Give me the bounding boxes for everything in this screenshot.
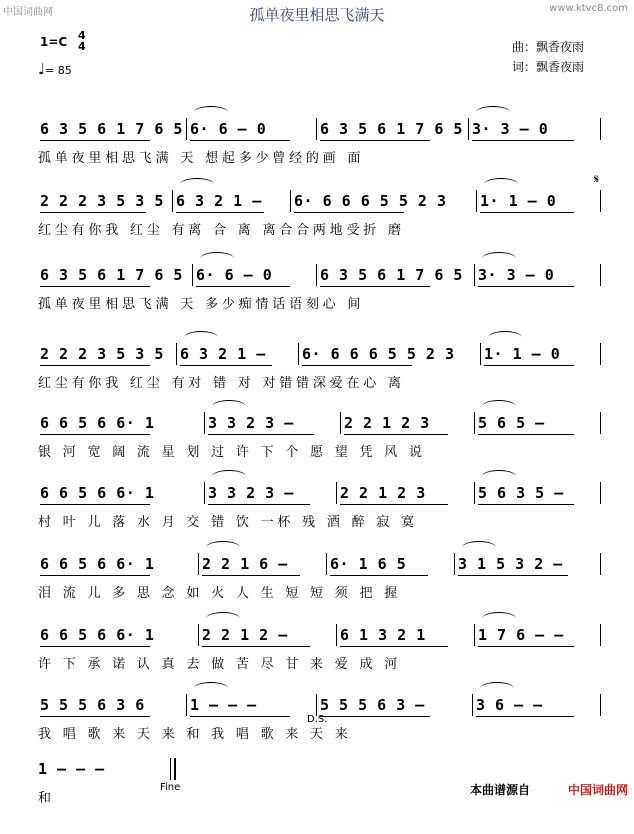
measure-notes: 6 3 2 1 – — [180, 345, 266, 363]
lyric-line: 红尘有你我 红尘 有离 合 离 离合合两地受折 磨 — [38, 223, 405, 238]
measure-notes: 3 3 2 3 – — [208, 484, 294, 502]
barline — [474, 412, 475, 434]
tie-arc — [482, 400, 516, 413]
barline — [600, 190, 601, 212]
measure-notes: 2 2 2 3 5 3 5 — [40, 345, 164, 363]
beam — [40, 365, 150, 366]
measure-notes: 6 3 5 6 1 7 6 5 — [40, 266, 183, 284]
measure-notes: 2 2 1 2 – — [202, 626, 288, 644]
tie-arc — [206, 541, 240, 554]
measure-notes: 6 3 2 1 – — [176, 192, 262, 210]
barline — [290, 190, 291, 212]
beam — [180, 365, 272, 366]
barline — [476, 190, 477, 212]
barline — [204, 482, 205, 504]
barline — [474, 624, 475, 646]
beam — [320, 716, 430, 717]
lyric-line: 孤单夜里相思飞满 天 想起多少曾经的画 面 — [38, 151, 365, 166]
measure-notes: 1· 1 – 0 — [480, 192, 557, 210]
beam — [176, 212, 264, 213]
tie-arc — [484, 178, 518, 191]
site-name: 中国词曲网 — [3, 7, 53, 18]
barline — [316, 694, 317, 716]
barline — [192, 264, 193, 286]
lyric-line: 村 叶 儿 落 水 月 交 错 饮 一杯 残 酒 醉 寂 寞 — [38, 515, 418, 530]
score-system — [0, 696, 634, 770]
barline — [204, 412, 205, 434]
score-system — [0, 626, 634, 700]
final-lyric: 和 — [38, 791, 55, 806]
tie-arc — [462, 541, 496, 554]
barline — [600, 553, 601, 575]
score-system — [0, 555, 634, 629]
measure-notes: 2 2 1 2 3 — [344, 414, 430, 432]
barline — [198, 553, 199, 575]
beam — [40, 140, 150, 141]
measure-notes: 5 5 5 6 3 – — [320, 696, 425, 714]
beam — [40, 716, 150, 717]
barline — [176, 343, 177, 365]
tie-arc — [476, 106, 510, 119]
score-system — [0, 414, 634, 488]
beam — [476, 716, 574, 717]
tie-arc — [194, 682, 228, 695]
barline — [474, 482, 475, 504]
measure-notes: 2 2 1 6 – — [202, 555, 288, 573]
barline — [480, 343, 481, 365]
score-system — [0, 266, 634, 340]
beam — [330, 575, 428, 576]
measure-notes: 3 1 5 3 2 – — [458, 555, 563, 573]
tie-arc — [482, 612, 516, 625]
measure-notes: 6 3 5 6 1 7 6 5 — [320, 266, 463, 284]
barline — [600, 624, 601, 646]
tie-arc — [184, 331, 218, 344]
fine-mark: Fine — [160, 782, 181, 793]
tie-arc — [482, 252, 516, 265]
barline — [474, 264, 475, 286]
lyric-line: 孤单夜里相思飞满 天 多少痴情话语刻心 间 — [38, 297, 365, 312]
final-barline-thick — [174, 758, 176, 780]
barline — [600, 412, 601, 434]
barline — [600, 118, 601, 140]
barline — [600, 694, 601, 716]
measure-notes: 5 5 5 6 3 6 — [40, 696, 145, 714]
barline — [198, 624, 199, 646]
tie-arc — [194, 106, 228, 119]
meter-bottom: 4 — [78, 40, 86, 53]
beam — [478, 646, 574, 647]
barline — [186, 694, 187, 716]
beam — [40, 434, 150, 435]
beam — [320, 286, 430, 287]
footer-logo: 中国词曲网 — [567, 783, 628, 797]
beam — [40, 212, 146, 213]
tie-arc — [200, 252, 234, 265]
beam — [190, 716, 290, 717]
final-system — [0, 760, 634, 834]
lyric-line: 红尘有你我 红尘 有对 错 对 对错错深爱在心 离 — [38, 376, 405, 391]
tie-arc — [206, 612, 240, 625]
tie-arc — [212, 400, 246, 413]
beam — [40, 575, 150, 576]
measure-notes: 6 6 5 6 6· 1 — [40, 484, 155, 502]
barline — [298, 343, 299, 365]
time-signature — [78, 30, 86, 52]
score-system — [0, 120, 634, 194]
measure-notes: 6 6 5 6 6· 1 — [40, 414, 155, 432]
tie-arc — [480, 682, 514, 695]
beam — [478, 504, 574, 505]
beam — [472, 140, 574, 141]
measure-notes: 3· 3 – 0 — [478, 266, 555, 284]
score-title: 孤单夜里相思飞满天 — [249, 6, 385, 24]
measure-notes: 6 1 3 2 1 — [340, 626, 426, 644]
barline — [454, 553, 455, 575]
measure-notes: 6 3 5 6 1 7 6 5 — [320, 120, 463, 138]
tie-arc — [180, 178, 214, 191]
barline — [340, 412, 341, 434]
measure-notes: 6· 6 – 0 — [190, 120, 267, 138]
segno-icon: 𝄋 — [594, 172, 600, 186]
composer-credit: 曲：飘香夜雨 — [512, 40, 585, 54]
lyric-line: 我 唱 歌 来 天 来 和 我 唱 歌 来 天 来 — [38, 727, 352, 742]
measure-notes: 6· 6 6 6 5 5 2 3 — [302, 345, 455, 363]
beam — [40, 646, 150, 647]
beam — [480, 212, 574, 213]
key-signature: 1=C — [40, 35, 68, 49]
measure-notes: 3· 3 – 0 — [472, 120, 549, 138]
measure-notes: 5 6 3 5 – — [478, 484, 564, 502]
beam — [484, 365, 574, 366]
beam — [294, 212, 404, 213]
beam — [190, 140, 290, 141]
barline — [316, 264, 317, 286]
score-system — [0, 345, 634, 419]
barline — [600, 343, 601, 365]
measure-notes: 6 3 5 6 1 7 6 5 — [40, 120, 183, 138]
barline — [172, 190, 173, 212]
measure-notes: 6 6 5 6 6· 1 — [40, 555, 155, 573]
barline — [472, 694, 473, 716]
tempo-mark — [38, 60, 72, 78]
site-url: www.ktvc8.com — [549, 3, 628, 14]
beam — [196, 286, 290, 287]
barline — [336, 624, 337, 646]
measure-notes: 6 6 5 6 6· 1 — [40, 626, 155, 644]
measure-notes: 1 – – – — [190, 696, 257, 714]
ds-mark: D.S. — [307, 714, 328, 725]
beam — [458, 575, 568, 576]
barline — [186, 118, 187, 140]
meter-top: 4 — [78, 29, 86, 42]
tie-arc — [482, 470, 516, 483]
barline — [326, 553, 327, 575]
score-system — [0, 192, 634, 266]
measure-notes: 6· 6 – 0 — [196, 266, 273, 284]
beam — [302, 365, 412, 366]
beam — [340, 646, 448, 647]
tie-arc — [212, 470, 246, 483]
measure-notes: 3 6 – – — [476, 696, 543, 714]
score-system — [0, 484, 634, 558]
measure-notes: 6· 6 6 6 5 5 2 3 — [294, 192, 447, 210]
beam — [344, 434, 448, 435]
barline — [316, 118, 317, 140]
tempo-value: = 85 — [45, 64, 72, 77]
lyric-line: 泪 流 儿 多 思 念 如 火 人 生 短 短 须 把 握 — [38, 586, 402, 601]
beam — [202, 646, 310, 647]
barline — [468, 118, 469, 140]
beam — [202, 575, 300, 576]
beam — [40, 286, 150, 287]
measure-notes: 2 2 1 2 3 — [340, 484, 426, 502]
measure-notes: 3 3 2 3 – — [208, 414, 294, 432]
measure-notes: 1· 1 – 0 — [484, 345, 561, 363]
beam — [478, 286, 574, 287]
lyricist-credit: 词：飘香夜雨 — [512, 60, 585, 74]
beam — [478, 434, 574, 435]
barline — [600, 482, 601, 504]
measure-notes: 5 6 5 – — [478, 414, 545, 432]
final-notes: 1 – – – — [38, 760, 105, 778]
beam — [340, 504, 448, 505]
quarter-note-icon: ♩ — [38, 60, 46, 78]
barline — [600, 264, 601, 286]
barline — [336, 482, 337, 504]
measure-notes: 6· 1 6 5 — [330, 555, 407, 573]
beam — [40, 504, 150, 505]
tie-arc — [488, 331, 522, 344]
lyric-line: 银 河 宽 阔 流 星 划 过 许 下 个 愿 望 凭 风 说 — [38, 445, 426, 460]
measure-notes: 2 2 2 3 5 3 5 — [40, 192, 164, 210]
beam — [320, 140, 430, 141]
final-barline — [170, 758, 171, 780]
measure-notes: 1 7 6 – – — [478, 626, 564, 644]
beam — [208, 504, 310, 505]
source-label: 本曲谱源自 — [470, 783, 531, 797]
beam — [208, 434, 314, 435]
lyric-line: 许 下 承 诺 认 真 去 做 苦 尽 甘 来 爱 成 河 — [38, 657, 402, 672]
